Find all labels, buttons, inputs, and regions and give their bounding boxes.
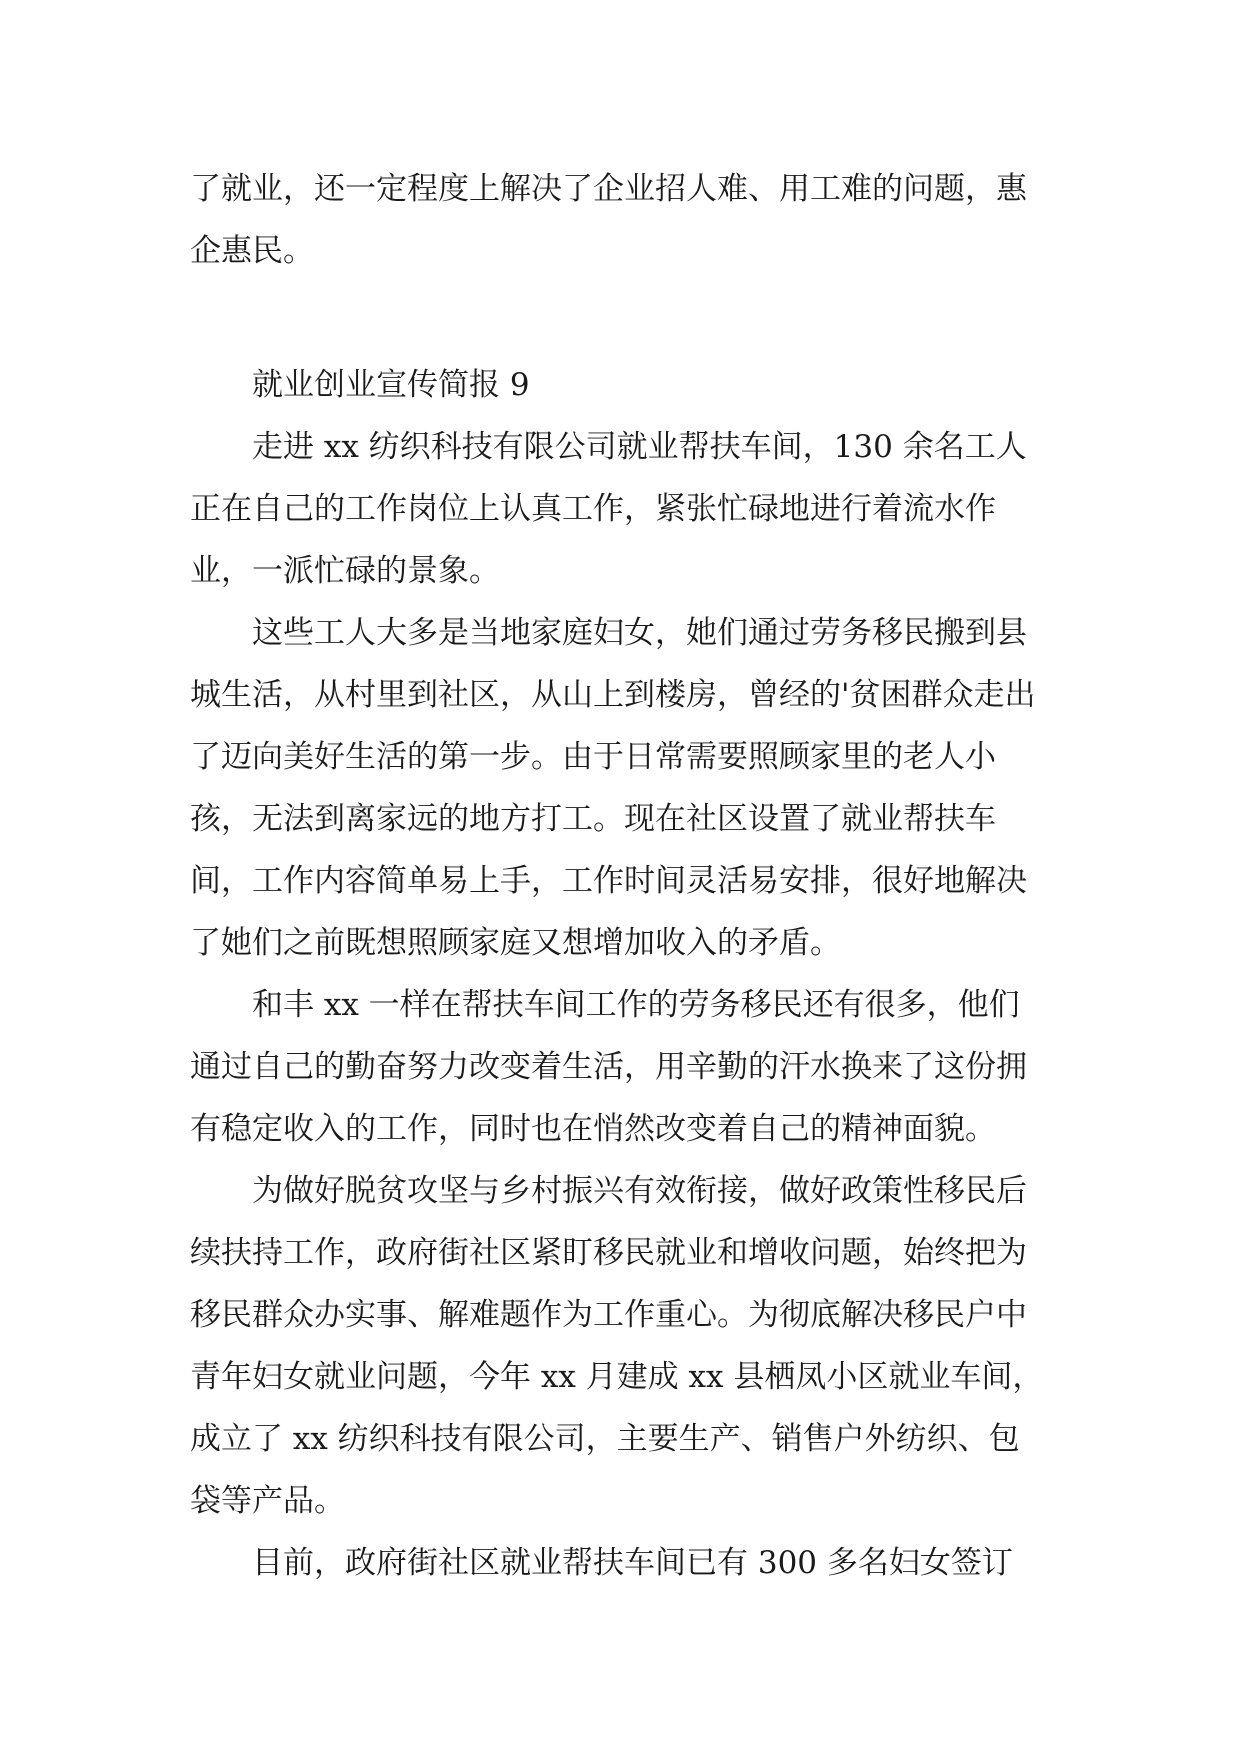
body-paragraph: 和丰 xx 一样在帮扶车间工作的劳务移民还有很多，他们通过自己的勤奋努力改变着生活，用辛勤的汗水换来了这份拥有稳定收入的工作，同时也在悄然改变着自己的精神面貌。: [190, 987, 1027, 1147]
continuation-paragraph: 了就业，还一定程度上解决了企业招人难、用工难的问题，惠企惠民。: [190, 171, 1027, 269]
section-heading: 就业创业宣传简报 9: [252, 367, 530, 403]
body-paragraph: 目前，政府街社区就业帮扶车间已有 300 多名妇女签订: [252, 1545, 1013, 1581]
body-paragraph: 走进 xx 纺织科技有限公司就业帮扶车间，130 余名工人正在自己的工作岗位上认真工作，紧张忙碌地进行着流水作业，一派忙碌的景象。: [190, 429, 1027, 589]
body-paragraph: 为做好脱贫攻坚与乡村振兴有效衔接，做好政策性移民后续扶持工作，政府街社区紧盯移民就业和增收问题，始终把为移民群众办实事、解难题作为工作重心。为彻底解决移民户中青年妇女就业问题，今年 xx 月建成 xx 县栖凤小区就业车间，成立了 xx 纺织科技有限公司，主要生产、销售户外纺织、包袋等产品。: [190, 1173, 1044, 1519]
body-paragraph: 这些工人大多是当地家庭妇女，她们通过劳务移民搬到县城生活，从村里到社区，从山上到楼房，曾经的'贫困群众走出了迈向美好生活的第一步。由于日常需要照顾家里的老人小孩，无法到离家远的地方打工。现在社区设置了就业帮扶车间，工作内容简单易上手，工作时间灵活易安排，很好地解决了她们之前既想照顾家庭又想增加收入的矛盾。: [190, 615, 1036, 961]
document-body: [190, 158, 1048, 1594]
